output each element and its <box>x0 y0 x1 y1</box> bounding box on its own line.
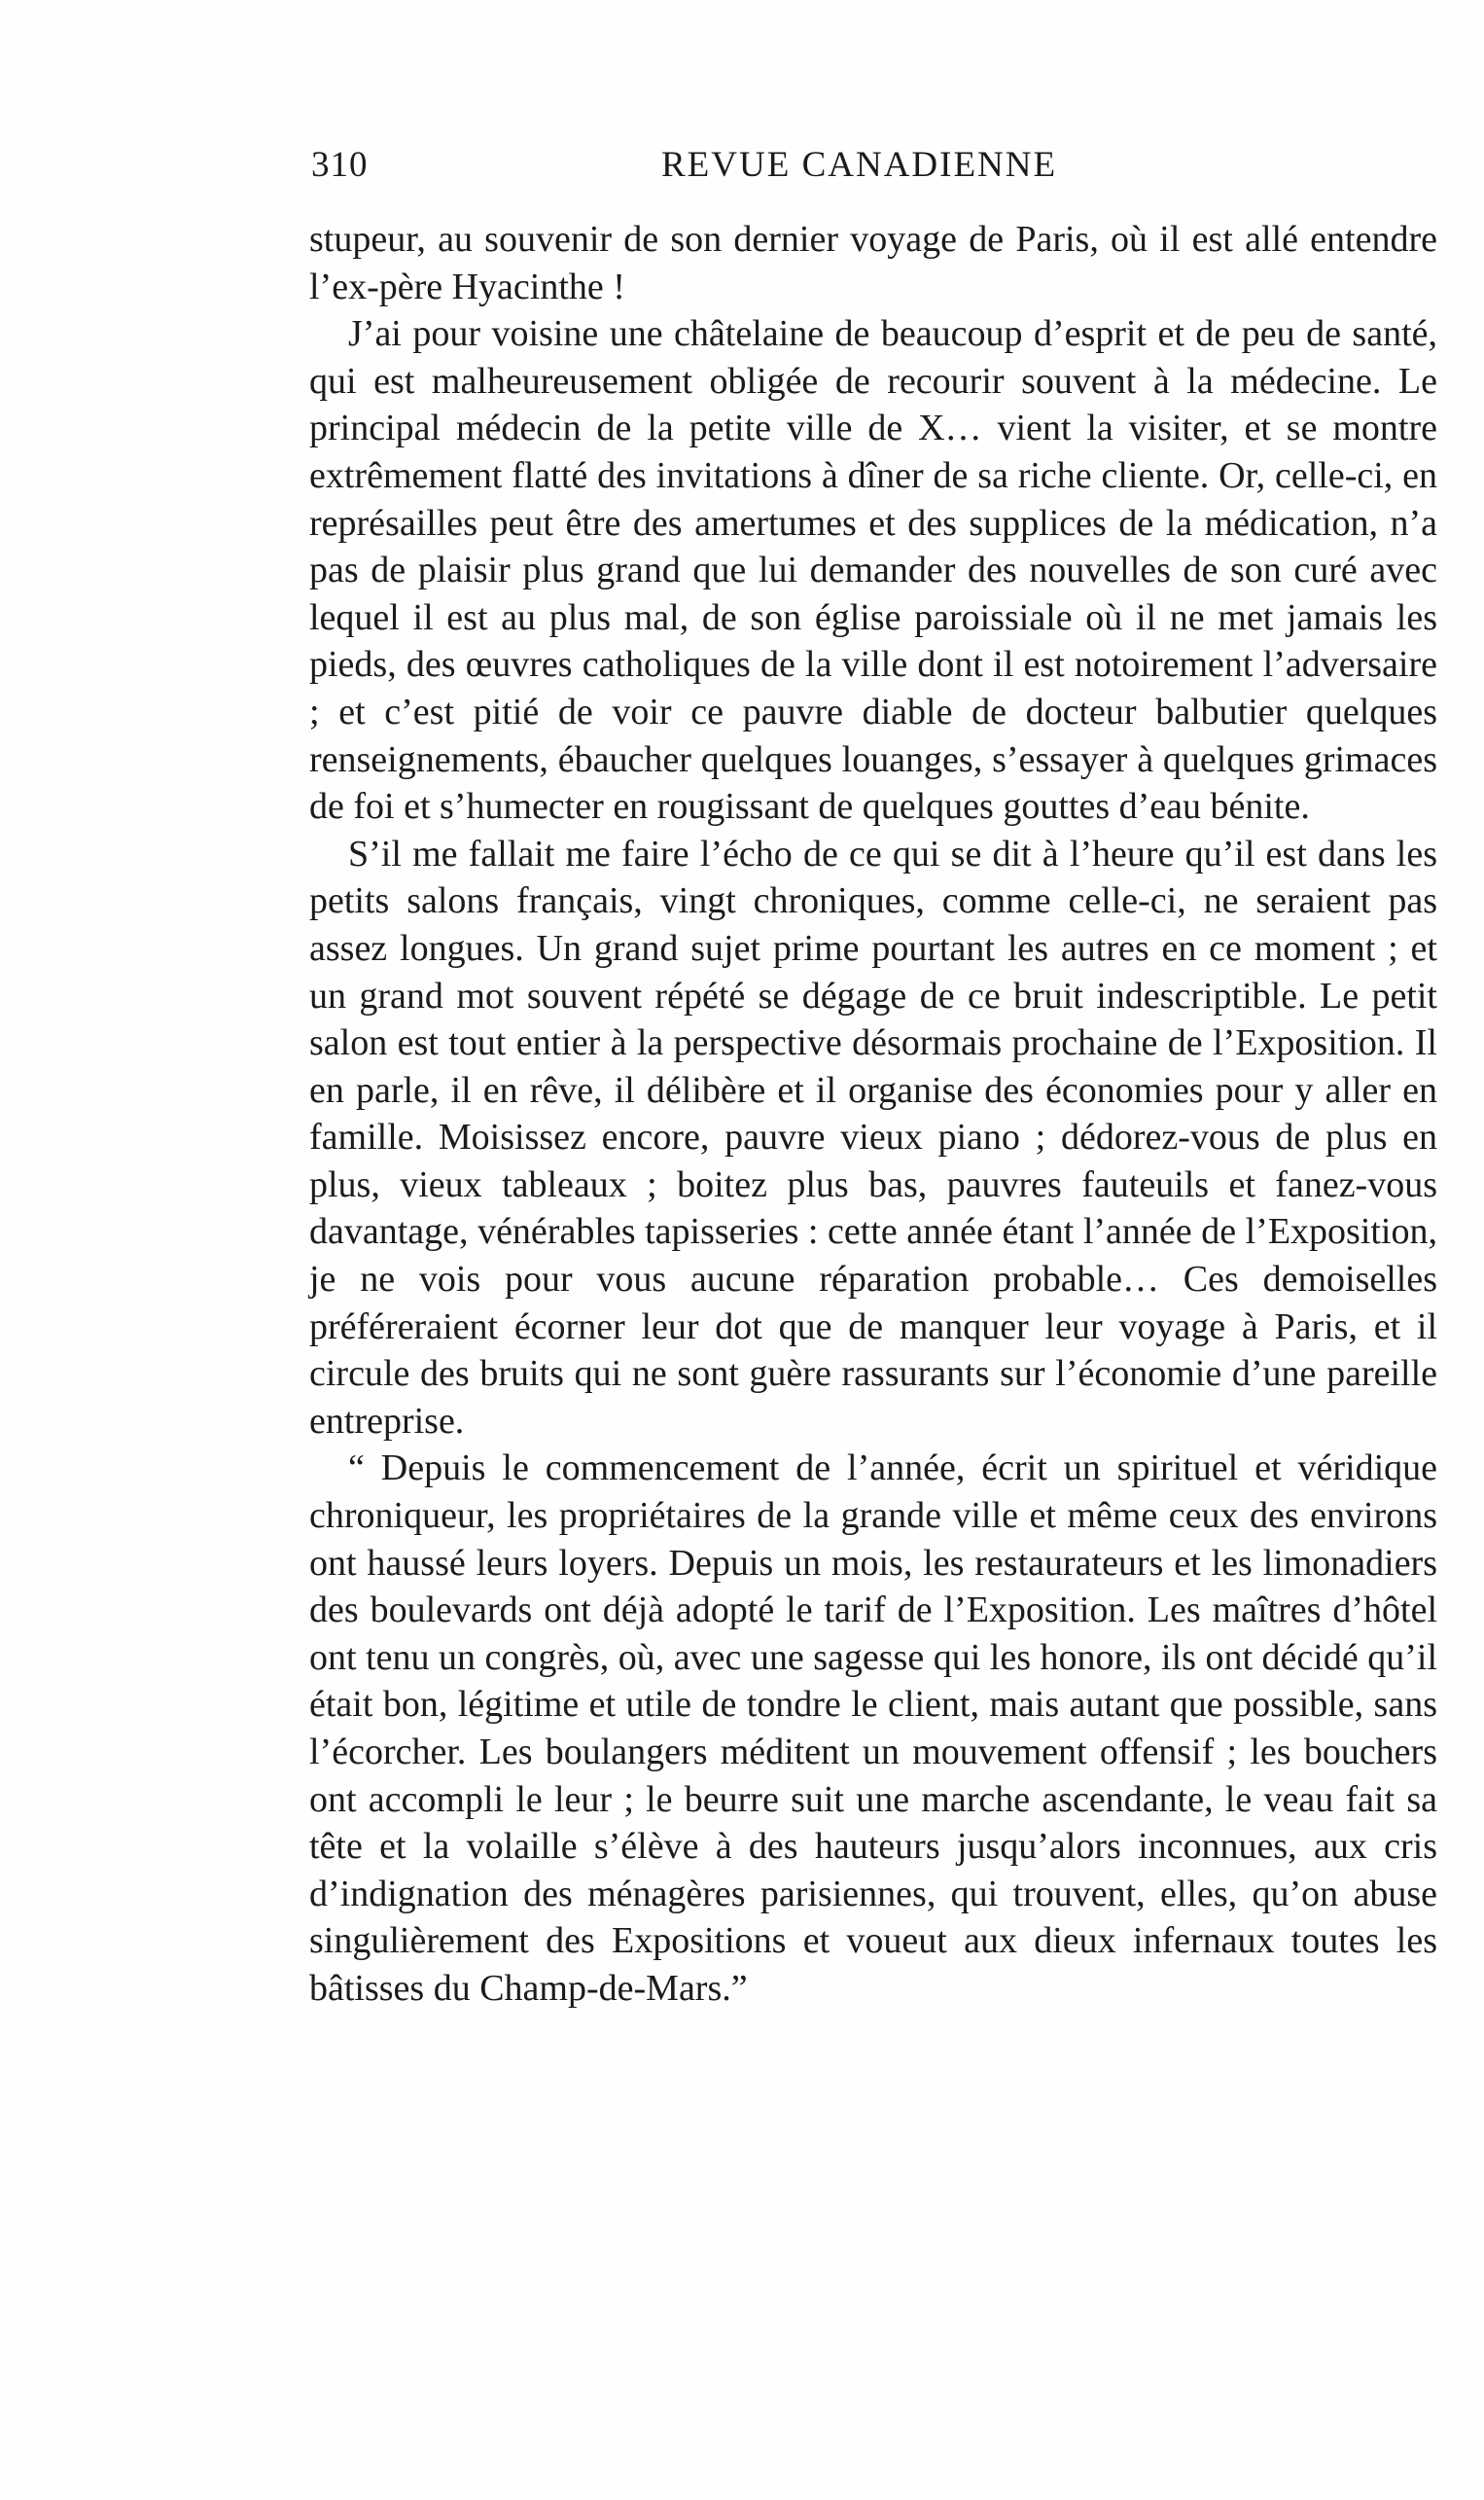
body-text <box>309 216 1437 2013</box>
paragraph-quotation: “ Depuis le commencement de l’année, écrit un spirituel et véridique chroniqueur, les propriétaires de la grande ville et même ceux des environs ont haussé leurs loyers. Depuis un mois, les restaurateurs et les limonadiers des boulevards ont déjà adopté le tarif de l’Exposition. Les maîtres d’hôtel ont tenu un congrès, où, avec une sagesse qui les honore, ils ont décidé qu’il était bon, légitime et utile de tondre le client, mais autant que possible, sans l’écorcher. Les boulangers méditent un mouvement offensif ; les bouchers ont accompli le leur ; le beurre suit une marche ascendante, le veau fait sa tête et la volaille s’élève à des hauteurs jusqu’alors inconnues, aux cris d’indignation des ménagères parisiennes, qui trouvent, elles, qu’on abuse singulièrement des Expositions et voueut aux dieux infernaux toutes les bâtisses du Champ-de-Mars.” <box>309 1447 1437 2009</box>
page-header <box>311 144 1459 191</box>
running-title: REVUE CANADIENNE <box>661 145 1058 185</box>
paragraph-chatelaine: J’ai pour voisine une châtelaine de beaucoup d’esprit et de peu de santé, qui est malheureusement obligée de recourir souvent à la médecine. Le principal médecin de la petite ville de X… vient la visiter, et se montre extrêmement flatté des invitations à dîner de sa riche cliente. Or, celle-ci, en représailles peut être des amertumes et des supplices de la médication, n’a pas de plaisir plus grand que lui demander des nouvelles de son curé avec lequel il est au plus mal, de son église paroissiale où il ne met jamais les pieds, des œuvres catholiques de la ville dont il est notoirement l’adversaire ; et c’est pitié de voir ce pauvre diable de docteur balbutier quelques renseignements, ébaucher quelques louanges, s’essayer à quelques grimaces de foi et s’humecter en rougissant de quelques gouttes d’eau bénite. <box>309 313 1437 828</box>
page-number: 310 <box>311 145 369 185</box>
paragraph-exposition: S’il me fallait me faire l’écho de ce qui se dit à l’heure qu’il est dans les petits salons français, vingt chroniques, comme celle-ci, ne seraient pas assez longues. Un grand sujet prime pourtant les autres en ce moment ; et un grand mot souvent répété se dégage de ce bruit indescriptible. Le petit salon est tout entier à la perspective désormais prochaine de l’Exposition. Il en parle, il en rêve, il délibère et il organise des économies pour y aller en famille. Moisissez encore, pauvre vieux piano ; dédorez-vous de plus en plus, vieux tableaux ; boitez plus bas, pauvres fauteuils et fanez-vous davantage, vénérables tapisseries : cette année étant l’année de l’Exposition, je ne vois pour vous aucune réparation probable… Ces demoiselles préféreraient écorner leur dot que de manquer leur voyage à Paris, et il circule des bruits qui ne sont guère rassurants sur l’économie d’une pareille entreprise. <box>309 833 1437 1442</box>
paragraph-continuation: stupeur, au souvenir de son dernier voyage de Paris, où il est allé entendre l’ex-père Hyacinthe ! <box>309 219 1437 307</box>
